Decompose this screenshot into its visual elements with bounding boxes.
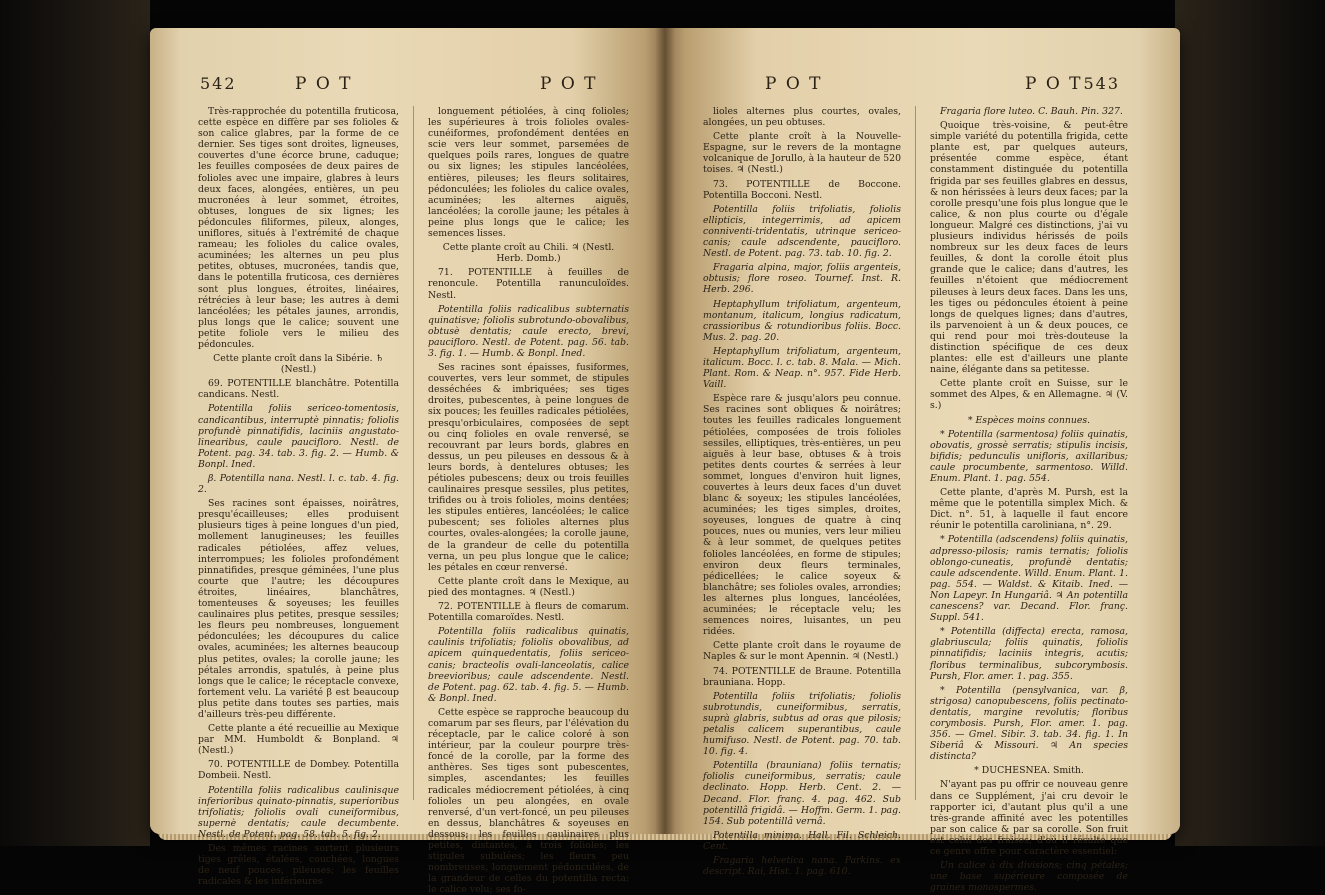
section-heading: * Espèces moins connues.	[967, 414, 1091, 426]
left-page-header	[200, 74, 625, 98]
right-running-head-2: P O T	[1025, 74, 1083, 94]
left-column-2	[428, 106, 629, 895]
synonym-line: Heptaphyllum trifoliatum, argenteum, montanum, italicum, longius radicatum, crassioribus & rotundioribus foliis. Bocc. Mus. 2. pag. 20.	[703, 298, 901, 343]
latin-description: Potentilla foliis radicalibus caulinisque inferioribus quinato-pinnatis, superioribus trifoliatis; foliolis ovali cuneiformibus, supernè dentatis; caule decumbente. Nestl. de Potent. pag. 58. tab. 5. fig. 2.	[198, 784, 399, 840]
paragraph: lioles alternes plus courtes, ovales, alongées, un peu obtuses.	[703, 106, 901, 129]
paragraph: N'ayant pas pu offrir ce nouveau genre dans ce Supplément, j'ai cru devoir le rapporter ici, d'autant plus qu'il a une très-grande affinité avec les potentilles par son calice & par sa corolle. Son fruit est celui des fraises; d'où il résulte que ce genre offre pour caractère essentiel:	[930, 779, 1128, 857]
right-page	[665, 28, 1180, 894]
paragraph: Quoique très-voisine, & peut-être simple variété du potentilla frigida, cette plante est, par quelques auteurs, présentée comme espèce, étant constamment distinguée du potentilla frigida par ses feuilles glabres en dessus, & non hérissées à leurs deux faces; par la corolle presqu'une fois plus longue que le calice, & non plus courte ou d'égale longueur. Malgré ces distinctions, j'ai vu plusieurs individus hérissés de poils nombreux sur les deux faces de leurs feuilles, & dont la corolle étoit plus grande que le calice; dans d'autres, les feuilles n'étoient que médiocrement pileuses à leurs deux faces. Dans les uns, les tiges ou pédoncules étoient à peine longs de quelques lignes; dans d'autres, ils parvenoient à un & deux pouces, ce qui rend pour moi très-douteuse la distinction spécifique de ces deux plantes: elle est d'ailleurs une plante naine, élégante dans sa petitesse.	[930, 120, 1128, 376]
latin-description: * Potentilla (adscendens) foliis quinatis, adpresso-pilosis; ramis ternatis; foliolis oblongo-cuneatis, profundè dentatis; caule adscendente. Willd. Enum. Plant. 1. pag. 554. — Waldst. & Kitaib. Ined. — Non Lapeyr. In Hungariâ. ♃ An potentilla canescens? var. Decand. Flor. franç. Suppl. 541.	[930, 534, 1128, 624]
synonym-line: Fragaria flore luteo. C. Bauh. Pin. 327.	[940, 106, 1123, 117]
species-heading: 74. POTENTILLE de Braune. Potentilla brauniana. Hopp.	[703, 665, 901, 688]
latin-description: Potentilla foliis trifoliatis, foliolis ellipticis, integerrimis, ad apicem conniventi-tridentatis, utrinque sericeo-canis; caule adscendente, paucifloro. Nestl. de Potent. pag. 73. tab. 10. fig. 2.	[703, 203, 901, 260]
right-page-header	[705, 74, 1120, 98]
paragraph: Espèce rare & jusqu'alors peu connue. Ses racines sont obliques & noirâtres; toutes les feuilles radicales longuement pétiolées, composées de trois folioles sessiles, elliptiques, très-entières, un peu aiguës à leur base, obtuses & à trois petites dents courtes & serrées à leur sommet, longues d'environ huit lignes, couvertes à leurs deux faces d'un duvet blanc & soyeux; les stipules lancéolées, acuminées; les tiges simples, droites, soyeuses, longues de quatre à cinq pouces, nues ou munies, vers leur milieu & à leur sommet, de quelques petites folioles lancéolées, en forme de stipules; environ deux fleurs terminales, pédicellées; le calice soyeux & blanchâtre; ses folioles ovales, arrondies; les alternes plus longues, lancéolées, acuminées; le réceptacle velu; les semences noires, luisantes, un peu ridées.	[703, 393, 901, 638]
paragraph: Ses racines sont épaisses, noirâtres, presqu'écailleuses; elles produisent plusieurs tiges à peine longues d'un pied, mollement lanugineuses; les feuilles radicales pétiolées, affez velues, interrompues; les folioles profondément pinnatifides, presque géminées, l'une plus courte que l'autre; les découpures étroites, linéaires, blanchâtres, tomenteuses & soyeuses; les feuilles caulinaires plus petites, presque sessiles; les fleurs peu nombreuses, longuement pédonculées; les découpures du calice ovales, acuminées; les alternes beaucoup plus petites, ovales; la corolle jaune; les pétales arrondis, spatulés, à peine plus longs que le calice; le réceptacle convexe, fortement velu. La variété β est beaucoup plus petite dans toutes ses parties, mais d'ailleurs très-peu différente.	[198, 498, 399, 720]
left-running-head-2: P O T	[540, 74, 598, 94]
paragraph: Cette espèce se rapproche beaucoup du comarum par ses fleurs, par l'élévation du réceptacle, par le calice coloré à son intérieur, par la couleur pourpre très-foncé de la corolle, par la forme des anthères. Ses tiges sont pubescentes, simples, ascendantes; les feuilles radicales médiocrement pétiolées, à cinq folioles un peu alongées, en ovale renversé, d'un vert-foncé, un peu pileuses en dessus, blanchâtres & soyeuses en dessous; les feuilles caulinaires plus petites, distantes, à trois folioles; les stipules subulées; les fleurs peu nombreuses, longuement pédonculées, de la grandeur de celles du potentilla recta; le calice velu; ses fo-	[428, 706, 629, 895]
paragraph: Cette plante, d'après M. Pursh, est la même que le potentilla simplex Mich. & Dict. n°. 51, à laquelle il faut encore réunir le potentilla caroliniana, n°. 29.	[930, 487, 1128, 532]
left-page	[150, 28, 665, 895]
paragraph: Cette plante croît au Chili. ♃ (Nestl. Herb. Domb.)	[442, 242, 615, 265]
synonym-line: Potentilla (brauniana) foliis ternatis; foliolis cuneiformibus, serratis; caule declinato. Hopp. Herb. Cent. 2. — Decand. Flor. franç. 4. pag. 462. Sub potentillâ frigidâ. — Hoffm. Germ. 1. pag. 154. Sub potentillâ vernâ.	[703, 760, 901, 827]
synonym-line: Potentilla minima. Hall. Fil. Schleich. Cent.	[703, 829, 901, 852]
paragraph: Cette plante croît à la Nouvelle-Espagne, sur le revers de la montagne volcanique de Jorullo, à la hauteur de 520 toises. ♃ (Nestl.)	[703, 131, 901, 176]
paragraph: Ses racines sont épaisses, fusiformes, couvertes, vers leur sommet, de stipules desséchées & imbriquées; ses tiges droites, pubescentes, à peine longues de six pouces; les feuilles radicales pétiolées, presqu'orbiculaires, composées de sept ou cinq folioles en ovale renversé, se recouvrant par leurs bords, glabres en dessus, un peu pileuses en dessous & à leurs bords, à dentelures obtuses; les pétioles pubescens; deux ou trois feuilles caulinaires presque sessiles, plus petites, trifides ou à trois folioles, moins dentées; les stipules entières, lancéolées; le calice pubescent; ses folioles alternes plus courtes, ovales-alongées; la corolle jaune, de la grandeur de celle du potentilla verna, un peu plus longue que le calice; les pétales en cœur renversé.	[428, 362, 629, 573]
book-cover-left	[0, 0, 150, 846]
species-heading: 69. POTENTILLE blanchâtre. Potentilla candicans. Nestl.	[198, 378, 399, 401]
species-heading: 70. POTENTILLE de Dombey. Potentilla Dombeii. Nestl.	[198, 759, 399, 782]
paragraph: Très-rapprochée du potentilla fruticosa, cette espèce en diffère par ses folioles & son calice glabres, par la forme de ce dernier. Ses tiges sont droites, ligneuses, couvertes d'une écorce brune, caduque; les feuilles composées de deux paires de folioles avec une impaire, glabres à leurs deux faces, alongées, entières, un peu mucronées à leur sommet, étroites, obtuses, longues de six lignes; les pédoncules filiformes, pileux, alonges, uniflores, situés à l'extrémité de chaque rameau; les folioles du calice ovales, acuminées; les alternes un peu plus petites, obtuses, mucronées, tandis que, dans le potentilla fruticosa, ces dernières sont plus longues, étroites, linéaires, rétrécies à leur base; les autres à demi lancéolées; les pétales jaunes, arrondis, plus longs que le calice; souvent une petite foliole vers le milieu des pédoncules.	[198, 106, 399, 350]
species-heading: 71. POTENTILLE à feuilles de renoncule. Potentilla ranunculoïdes. Nestl.	[428, 267, 629, 301]
column-rule	[413, 106, 414, 800]
paragraph: Cette plante croît dans le Mexique, au pied des montagnes. ♃ (Nestl.)	[428, 575, 629, 598]
species-heading: 72. POTENTILLE à fleurs de comarum. Potentilla comaroïdes. Nestl.	[428, 601, 629, 624]
right-columns	[703, 106, 1128, 894]
synonym-line: Fragaria helvetica nana. Parkins. ex descript. Rai, Hist. 1. pag. 610.	[703, 855, 901, 878]
paragraph: Un calice à dix divisions; cinq pétales; une base supérieure composée de graines monospermes.	[930, 860, 1128, 894]
open-book	[150, 28, 1180, 895]
latin-description: Potentilla foliis trifoliatis; foliolis subrotundis, cuneiformibus, serratis, suprà glabris, subtus ad oras que pilosis; petalis calicem superantibus, caule humifuso. Nestl. de Potent. pag. 70. tab. 10. fig. 4.	[703, 690, 901, 758]
latin-description: Potentilla foliis radicalibus subternatis quinatisve; foliolis subrotundo-obovalibus, obtusè dentatis; caule erecto, brevi, paucifloro. Nestl. de Potent. pag. 56. tab. 3. fig. 1. — Humb. & Bonpl. Ined.	[428, 303, 629, 359]
genus-heading: * DUCHESNEA. Smith.	[974, 765, 1084, 777]
book-cover-right	[1175, 0, 1325, 846]
latin-description: Potentilla foliis radicalibus quinatis, caulinis trifoliatis; foliolis obovalibus, ad apicem quinquedentatis, foliis sericeo-canis; bracteolis ovali-lanceolatis, calice breevioribus; caule adscendente. Nestl. de Potent. pag. 62. tab. 4. fig. 5. — Humb. & Bonpl. Ined.	[428, 626, 629, 704]
right-page-number: 543	[1083, 74, 1120, 93]
right-column-2	[930, 106, 1128, 894]
left-columns	[198, 106, 629, 895]
paragraph: Cette plante croît en Suisse, sur le sommet des Alpes, & en Allemagne. ♃ (V. s.)	[930, 378, 1128, 412]
latin-description: * Potentilla (sarmentosa) foliis quinatis, obovatis, grossè serratis; stipulis incisis, bifidis; pedunculis unifloris, axillaribus; caule procumbente, sarmentoso. Willd. Enum. Plant. 1. pag. 554.	[930, 428, 1128, 484]
left-page-number: 542	[200, 74, 237, 93]
latin-description: Potentilla foliis sericeo-tomentosis, candicantibus, interruptè pinnatis; foliolis profundè pinnatifidis, laciniis angustato-linearibus, caule paucifloro. Nestl. de Potent. pag. 34. tab. 3. fig. 2. — Humb. & Bonpl. Ined.	[198, 403, 399, 470]
latin-description: * Potentilla (pensylvanica, var. β, strigosa) canopubescens, foliis pectinato-dentatis, margine revolutis; floribus corymbosis. Pursh, Flor. amer. 1. pag. 356. — Gmel. Sibir. 3. tab. 34. fig. 1. In Siberiâ & Missouri. ♃ An species distincta?	[930, 684, 1128, 763]
paragraph: longuement pétiolées, à cinq folioles; les supérieures à trois folioles ovales-cunéiformes, profondément dentées en scie vers leur sommet, parsemées de quelques poils rares, longues de quatre ou six lignes; les stipules lancéolées, entières, pileuses; les fleurs solitaires, pédonculées; les folioles du calice ovales, acuminées; les alternes aiguës, lancéolées; la corolle jaune; les pétales à peine plus longs que le calice; les semences lisses.	[428, 106, 629, 240]
right-running-head-1: P O T	[765, 74, 823, 94]
species-heading: 73. POTENTILLE de Boccone. Potentilla Bocconi. Nestl.	[703, 178, 901, 201]
paragraph: Des mêmes racines sortent plusieurs tiges grêles, étalées, couchées, longues de neuf pouces, pileuses; les feuilles radicales & les inférieures	[198, 843, 399, 888]
right-column-1	[703, 106, 901, 878]
variety-line: β. Potentilla nana. Nestl. l. c. tab. 4. fig. 2.	[198, 473, 399, 496]
paragraph: Cette plante a été recueillie au Mexique par MM. Humboldt & Bonpland. ♃ (Nestl.)	[198, 723, 399, 757]
paragraph: Cette plante croît dans le royaume de Naples & sur le mont Apennin. ♃ (Nestl.)	[703, 640, 901, 663]
left-running-head-1: P O T	[295, 74, 353, 94]
latin-description: * Potentilla (diffecta) erecta, ramosa, glabriuscula; foliis quinatis, foliolis pinnatifidis; laciniis integris, acutis; floribus terminalibus, subcorymbosis. Pursh, Flor. amer. 1. pag. 355.	[930, 626, 1128, 682]
column-rule	[915, 106, 916, 800]
left-column-1	[198, 106, 399, 888]
synonym-line: Heptaphyllum trifoliatum, argenteum, italicum. Bocc. l. c. tab. 8. Mala. — Mich. Plant. Rom. & Neap. n°. 957. Fide Herb. Vaill.	[703, 345, 901, 391]
synonym-line: Fragaria alpina, major, foliis argenteis, obtusis; flore roseo. Tournef. Inst. R. Herb. 296.	[703, 262, 901, 296]
paragraph: Cette plante croît dans la Sibérie. ♄ (Nestl.)	[213, 353, 384, 376]
